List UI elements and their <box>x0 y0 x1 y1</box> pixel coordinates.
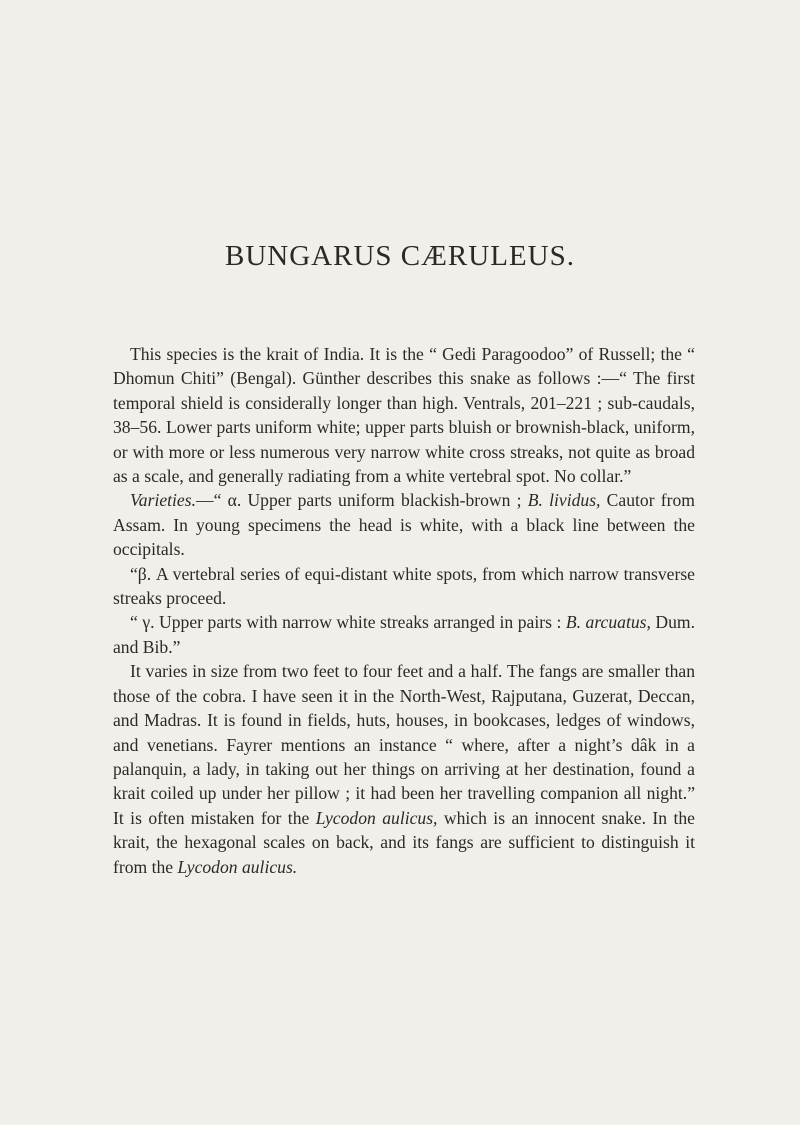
paragraph-habitat <box>113 659 695 879</box>
text-segment: Dum. and Bib.” <box>113 612 695 657</box>
text-segment: “β. A vertebral series of equi-distant white spots, from which narrow transverse streaks proceed. <box>113 563 695 609</box>
text-segment: This species is the krait of India. It is the “ Gedi Paragoodoo” of Russell; the “ Dhomun Chiti” (Bengal). Günther describes this snake as follows :—“ The first temporal shield is considerally longer than high. Ventrals, 201–221 ; sub-caudals, 38–56. Lower parts uniform white; upper parts bluish or brownish-black, uniform, or with more or less numerous very narrow white cross streaks, not quite as broad as a scale, and generally radiating from a white vertebral spot. No collar.” <box>113 344 695 487</box>
text-segment: —“ α. Upper parts uniform blackish-brown ; <box>195 490 528 511</box>
species-name: Lycodon aulicus, <box>315 807 438 828</box>
page-title: BUNGARUS CÆRULEUS. <box>225 240 575 272</box>
species-name: Lycodon aulicus. <box>177 856 298 877</box>
species-name: B. lividus, <box>527 490 601 511</box>
text-segment: It varies in size from two feet to four feet and a half. The fangs are smaller than those of the cobra. I have seen it in the North-West, Rajputana, Guzerat, Deccan, and Madras. It is found in fields, huts, houses, in bookcases, ledges of windows, and venetians. Fayrer mentions an instance “ where, after a night’s dâk in a palanquin, a lady, in taking out her things on arriving at her destination, found a krait coiled up under her pillow ; it had been her travelling companion all night.” It is often mistaken for the <box>113 661 695 828</box>
paragraph-varieties-beta <box>113 562 695 611</box>
paragraph-varieties-gamma <box>113 610 695 659</box>
paragraph-intro <box>113 342 695 488</box>
paragraph-varieties-alpha <box>113 488 695 561</box>
text-segment: “ γ. Upper parts with narrow white streaks arranged in pairs : <box>130 612 566 633</box>
varieties-heading: Varieties. <box>130 490 196 511</box>
body-text <box>113 342 695 879</box>
text-segment: Cautor from Assam. In young specimens the head is white, with a black line between the occipitals. <box>113 490 695 560</box>
text-segment: which is an innocent snake. In the krait, the hexagonal scales on back, and its fangs are sufficient to distinguish it from the <box>113 807 695 877</box>
species-name: B. arcuatus, <box>565 612 651 633</box>
